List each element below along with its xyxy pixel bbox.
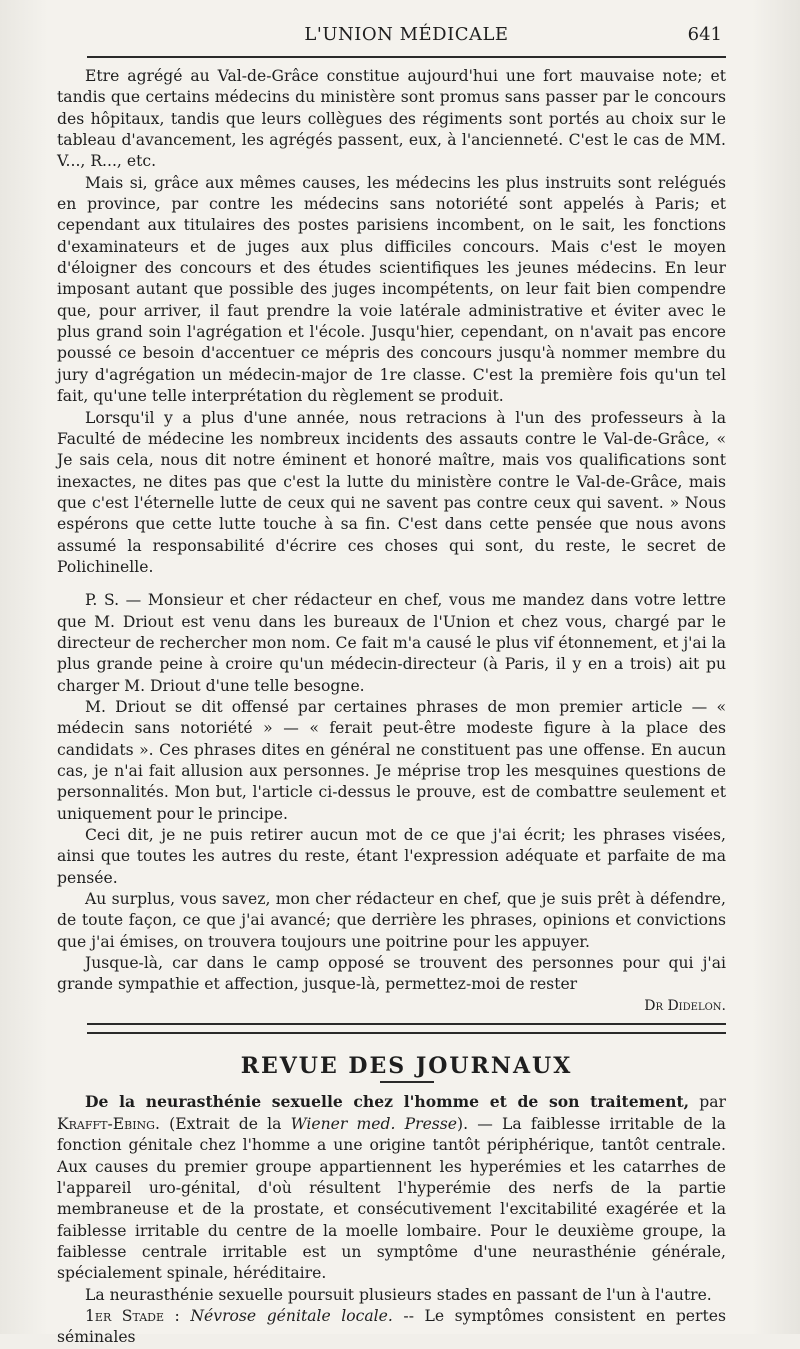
- stage-name: Névrose génitale locale.: [190, 1306, 393, 1325]
- source-suffix: ).: [457, 1114, 469, 1133]
- running-header: [87, 22, 726, 50]
- header-rule: [87, 56, 726, 58]
- article-source: Wiener med. Presse: [290, 1114, 458, 1133]
- paragraph: Etre agrégé au Val-de-Grâce constitue aujourd'hui une fort mauvaise note; et tandis que certains médecins du ministère sont promus sans passer par le concours des hôpitaux, tandis que leurs collègues des régiments sont portés au choix sur le tableau d'avancement, les agrégés passent, eux, à l'ancienneté. C'est le cas de MM. V..., R..., etc.: [57, 67, 726, 171]
- journal-title: L'UNION MÉDICALE: [304, 24, 509, 45]
- section-title: REVUE DES JOURNAUX: [240, 1053, 573, 1080]
- section-divider: [87, 1023, 726, 1034]
- paragraph: M. Driout se dit offensé par certaines phrases de mon premier article — « médecin sans notoriété » — « ferait peut-être modeste figure à la place des candidats ». Ces phrases dites en général ne constituent pas une offense. En aucun cas, je n'ai fait allusion aux personnes. Je méprise trop les mesquines questions de personnalités. Mon but, l'article ci-dessus le prouve, est de combattre seulement et uniquement pour le principe.: [57, 697, 726, 823]
- stage-paragraph: [57, 1306, 726, 1349]
- stage-text: -- Le symptômes consistent en pertes séminales: [57, 1306, 726, 1347]
- paragraph: Lorsqu'il y a plus d'une année, nous retracions à l'un des professeurs à la Faculté de médecine les nombreux incidents des assauts contre le Val-de-Grâce, « Je sais cela, nous dit notre éminent et honoré maître, mais vos qualifications sont inexactes, ne dites pas que c'est la lutte du ministère contre le Val-de-Grâce, mais que c'est l'éternelle lutte de ceux qui ne savent pas contre ceux qui savent. » Nous espérons que cette lutte touche à sa fin. C'est dans cette pensée que nous avons assumé la responsabilité d'écrire ces choses qui sont, du reste, le secret de Polichinelle.: [57, 408, 726, 576]
- title-underline: [380, 1081, 434, 1083]
- page-body: [57, 66, 726, 1349]
- article-paragraph: [57, 1091, 726, 1284]
- signature: Dr Didelon.: [644, 997, 726, 1014]
- article-text: — La faiblesse irritable de la fonction génitale chez l'homme a une origine tantôt périphérique, tantôt centrale. Aux causes du premier groupe appartiennent les hyperémies et les catarrhes de l'appareil uro-génital, d'où résultent l'hyperémie des nerfs de la partie membraneuse et de la prostate, et consécutivement l'excitabilité exagérée et la faiblesse irritable du centre de la moelle lombaire. Pour le deuxième groupe, la faiblesse centrale irritable est un symptôme d'une neurasthénie générale, spécialement spinale, héréditaire.: [57, 1114, 726, 1283]
- paragraph: Au surplus, vous savez, mon cher rédacteur en chef, que je suis prêt à défendre, de toute façon, ce que j'ai avancé; que derrière les phrases, opinions et convictions que j'ai émises, on trouvera toujours une poitrine pour les appuyer.: [57, 890, 726, 951]
- paragraph: Jusque-là, car dans le camp opposé se trouvent des personnes pour qui j'ai grande sympathie et affection, jusque-là, permettez-moi de rester: [57, 954, 726, 994]
- page-number: 641: [687, 24, 722, 45]
- article-paragraph: La neurasthénie sexuelle poursuit plusieurs stades en passant de l'un à l'autre.: [85, 1285, 712, 1304]
- byline-prefix: par: [689, 1093, 726, 1112]
- article-title: De la neurasthénie sexuelle chez l'homme et de son traitement,: [85, 1092, 690, 1112]
- paragraph: P. S. — Monsieur et cher rédacteur en chef, vous me mandez dans votre lettre que M. Driout est venu dans les bureaux de l'Union et chez vous, chargé par le directeur de rechercher mon nom. Ce fait m'a causé le plus vif étonnement, et j'ai la plus grande peine à croire qu'un médecin-directeur (à Paris, il y en a trois) ait pu charger M. Driout d'une telle besogne.: [57, 591, 726, 695]
- paragraph: Mais si, grâce aux mêmes causes, les médecins les plus instruits sont relégués en province, par contre les médecins sans notoriété sont appelés à Paris; et cependant aux titulaires des postes parisiens incombent, on le sait, les fonctions d'examinateurs et de juges aux plus difficiles concours. Mais c'est le moyen d'éloigner des concours et des études scientifiques les jeunes médecins. En leur imposant autant que possible des juges incompétents, on leur fait bien compendre que, pour arriver, il faut prendre la voie latérale administrative et éviter avec le plus grand soin l'agrégation et l'école. Jusqu'hier, cependant, on n'avait pas encore poussé ce besoin d'accentuer ce mépris des concours jusqu'à nommer membre du jury d'agrégation un médecin-major de 1re classe. C'est la première fois qu'un tel fait, qu'une telle interprétation du règlement se produit.: [57, 173, 726, 406]
- source-prefix: (Extrait de la: [159, 1114, 291, 1133]
- paragraph: Ceci dit, je ne puis retirer aucun mot de ce que j'ai écrit; les phrases visées, ainsi que toutes les autres du reste, étant l'expression adéquate et parfaite de ma pensée.: [57, 826, 726, 887]
- article-author: Krafft-Ebing.: [57, 1114, 160, 1133]
- stage-label: 1er Stade :: [85, 1306, 180, 1325]
